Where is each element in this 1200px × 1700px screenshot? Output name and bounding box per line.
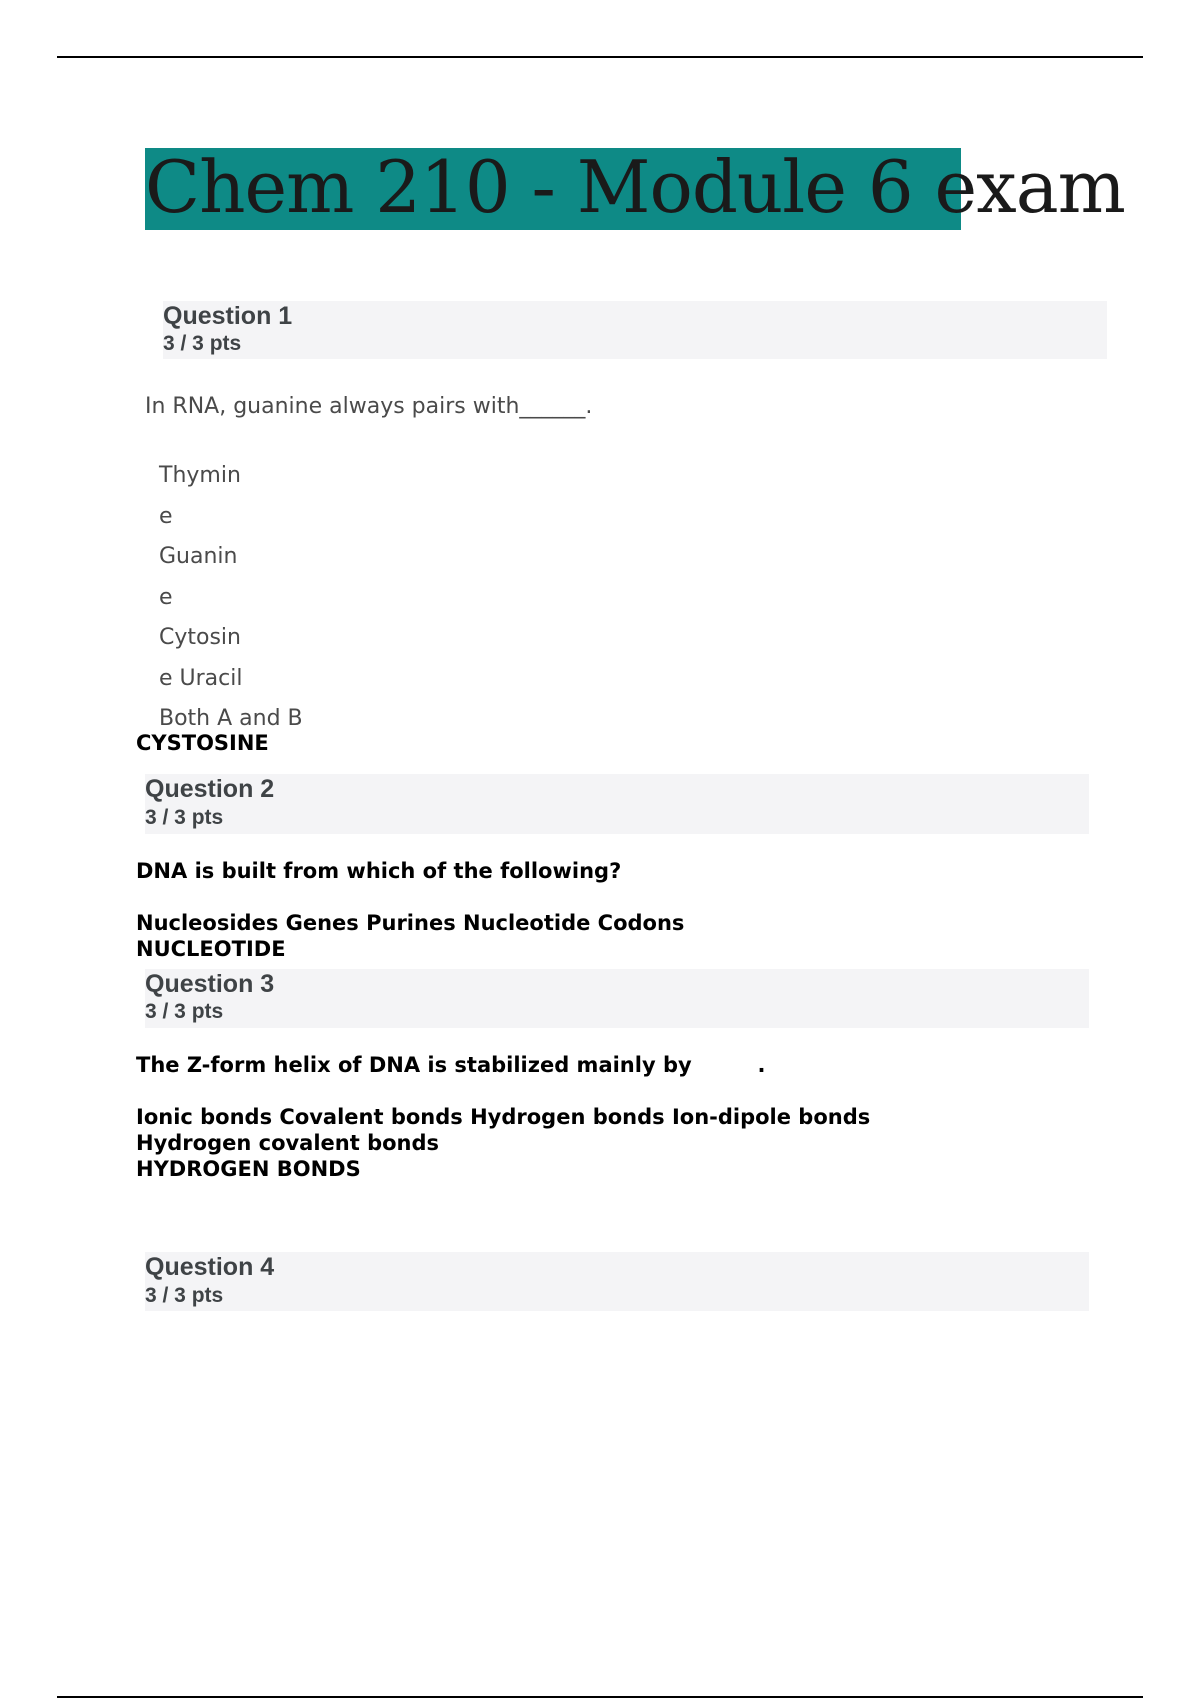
question-1-option-line: Both A and B bbox=[159, 706, 303, 731]
bottom-rule bbox=[57, 1696, 1143, 1698]
question-1-title: Question 1 bbox=[163, 302, 293, 330]
question-3-options-line-2: Hydrogen covalent bonds bbox=[136, 1131, 440, 1155]
question-3-title: Question 3 bbox=[145, 970, 275, 998]
question-2-title: Question 2 bbox=[145, 775, 275, 803]
question-2-prompt: DNA is built from which of the following? bbox=[136, 859, 622, 883]
question-3-answer: HYDROGEN BONDS bbox=[136, 1157, 361, 1181]
question-4-title: Question 4 bbox=[145, 1253, 275, 1281]
question-3-points: 3 / 3 pts bbox=[145, 1000, 224, 1023]
question-2-header bbox=[145, 774, 1089, 834]
question-2-options: Nucleosides Genes Purines Nucleotide Codons bbox=[136, 911, 685, 935]
question-2-points: 3 / 3 pts bbox=[145, 806, 224, 829]
question-1-answer: CYSTOSINE bbox=[136, 731, 269, 755]
question-1-prompt: In RNA, guanine always pairs with______. bbox=[145, 394, 593, 419]
question-1-options bbox=[159, 456, 303, 740]
question-1-option-line: e Uracil bbox=[159, 665, 243, 691]
question-4-header bbox=[145, 1252, 1089, 1311]
question-1-option-line: e bbox=[159, 584, 173, 610]
document-title: Chem 210 - Module 6 exam bbox=[145, 145, 1125, 229]
question-3-options-line-1: Ionic bonds Covalent bonds Hydrogen bonds Ion-dipole bonds bbox=[136, 1105, 871, 1129]
question-3-prompt: The Z-form helix of DNA is stabilized mainly by . bbox=[136, 1053, 766, 1077]
question-2-answer: NUCLEOTIDE bbox=[136, 937, 286, 961]
question-4-points: 3 / 3 pts bbox=[145, 1284, 224, 1307]
question-3-header bbox=[145, 969, 1089, 1028]
question-1-option-line: e bbox=[159, 503, 173, 529]
question-1-option-line: Guanin bbox=[159, 544, 238, 569]
top-rule bbox=[57, 56, 1143, 58]
question-1-points: 3 / 3 pts bbox=[163, 332, 242, 355]
question-1-option-line: Thymin bbox=[159, 463, 241, 488]
question-1-option-line: Cytosin bbox=[159, 625, 241, 650]
question-1-header bbox=[163, 301, 1107, 359]
